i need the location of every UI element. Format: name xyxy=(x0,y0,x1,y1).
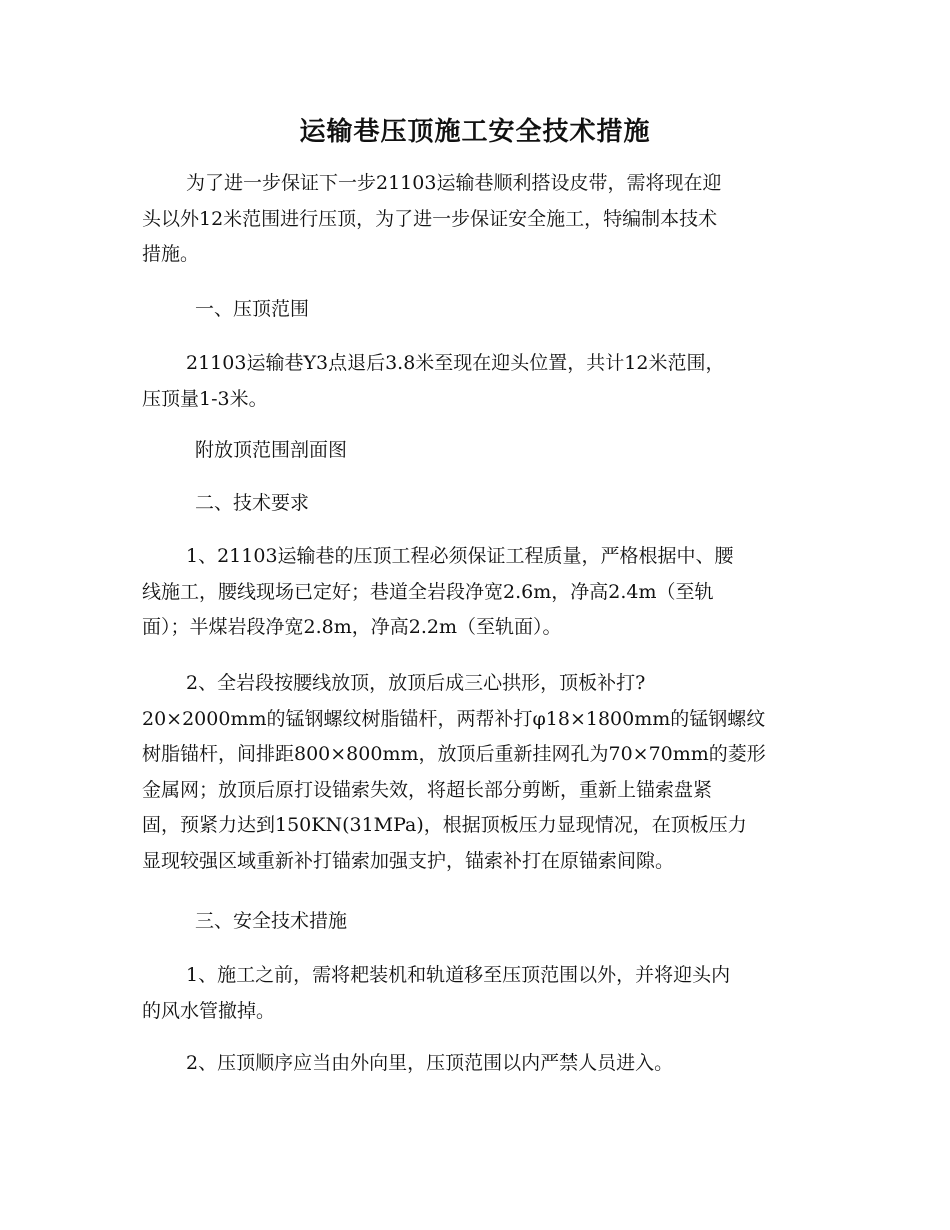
section3-item1-paragraph xyxy=(142,958,810,1029)
intro-line: 头以外12米范围进行压顶，为了进一步保证安全施工，特编制本技术 xyxy=(142,207,718,230)
section2-item2-line: 显现较强区域重新补打锚索加强支护，锚索补打在原锚索间隙。 xyxy=(142,849,675,872)
section3-item2-paragraph xyxy=(142,1046,810,1082)
intro-paragraph xyxy=(142,166,810,273)
intro-line: 措施。 xyxy=(142,243,200,265)
section2-item2-line: 金属网；放顶后原打设锚索失效，将超长部分剪断，重新上锚索盘紧 xyxy=(142,778,713,801)
intro-line: 为了进一步保证下一步21103运输巷顺利搭设皮带，需将现在迎 xyxy=(186,172,722,194)
section1-heading: 一、压顶范围 xyxy=(195,298,310,320)
section3-item1-line: 1、施工之前，需将耙装机和轨道移至压顶范围以外，并将迎头内 xyxy=(186,964,731,986)
section2-item2-line: 20×2000mm的锰钢螺纹树脂锚杆，两帮补打φ18×1800mm的锰钢螺纹 xyxy=(142,707,766,730)
section2-item2-line: 2、全岩段按腰线放顶，放顶后成三心拱形，顶板补打? xyxy=(186,672,646,694)
section2-item1-line: 线施工，腰线现场已定好；巷道全岩段净宽2.6m，净高2.4m（至轨 xyxy=(142,580,714,603)
figure-caption: 附放顶范围剖面图 xyxy=(195,439,348,461)
section2-item1-paragraph xyxy=(142,539,810,646)
section1-line: 21103运输巷Y3点退后3.8米至现在迎头位置，共计12米范围， xyxy=(186,352,725,374)
section3-item2-line: 2、压顶顺序应当由外向里，压顶范围以内严禁人员进入。 xyxy=(186,1052,674,1074)
section1-paragraph xyxy=(142,346,810,417)
section2-item2-line: 固，预紧力达到150KN(31MPa)，根据顶板压力显现情况，在顶板压力 xyxy=(142,814,747,836)
section1-line: 压顶量1-3米。 xyxy=(142,387,268,410)
section2-item2-line: 树脂锚杆，间排距800×800mm，放顶后重新挂网孔为70×70mm的菱形 xyxy=(142,743,766,765)
section2-item1-line: 面）；半煤岩段净宽2.8m，净高2.2m（至轨面）。 xyxy=(142,616,562,638)
section2-item2-paragraph xyxy=(142,666,810,879)
section3-heading: 三、安全技术措施 xyxy=(195,910,348,932)
section2-item1-line: 1、21103运输巷的压顶工程必须保证工程质量，严格根据中、腰 xyxy=(186,545,734,567)
section3-item1-line: 的风水管撤掉。 xyxy=(142,999,276,1022)
section2-heading: 二、技术要求 xyxy=(195,492,310,514)
document-title: 运输巷压顶施工安全技术措施 xyxy=(299,117,651,147)
